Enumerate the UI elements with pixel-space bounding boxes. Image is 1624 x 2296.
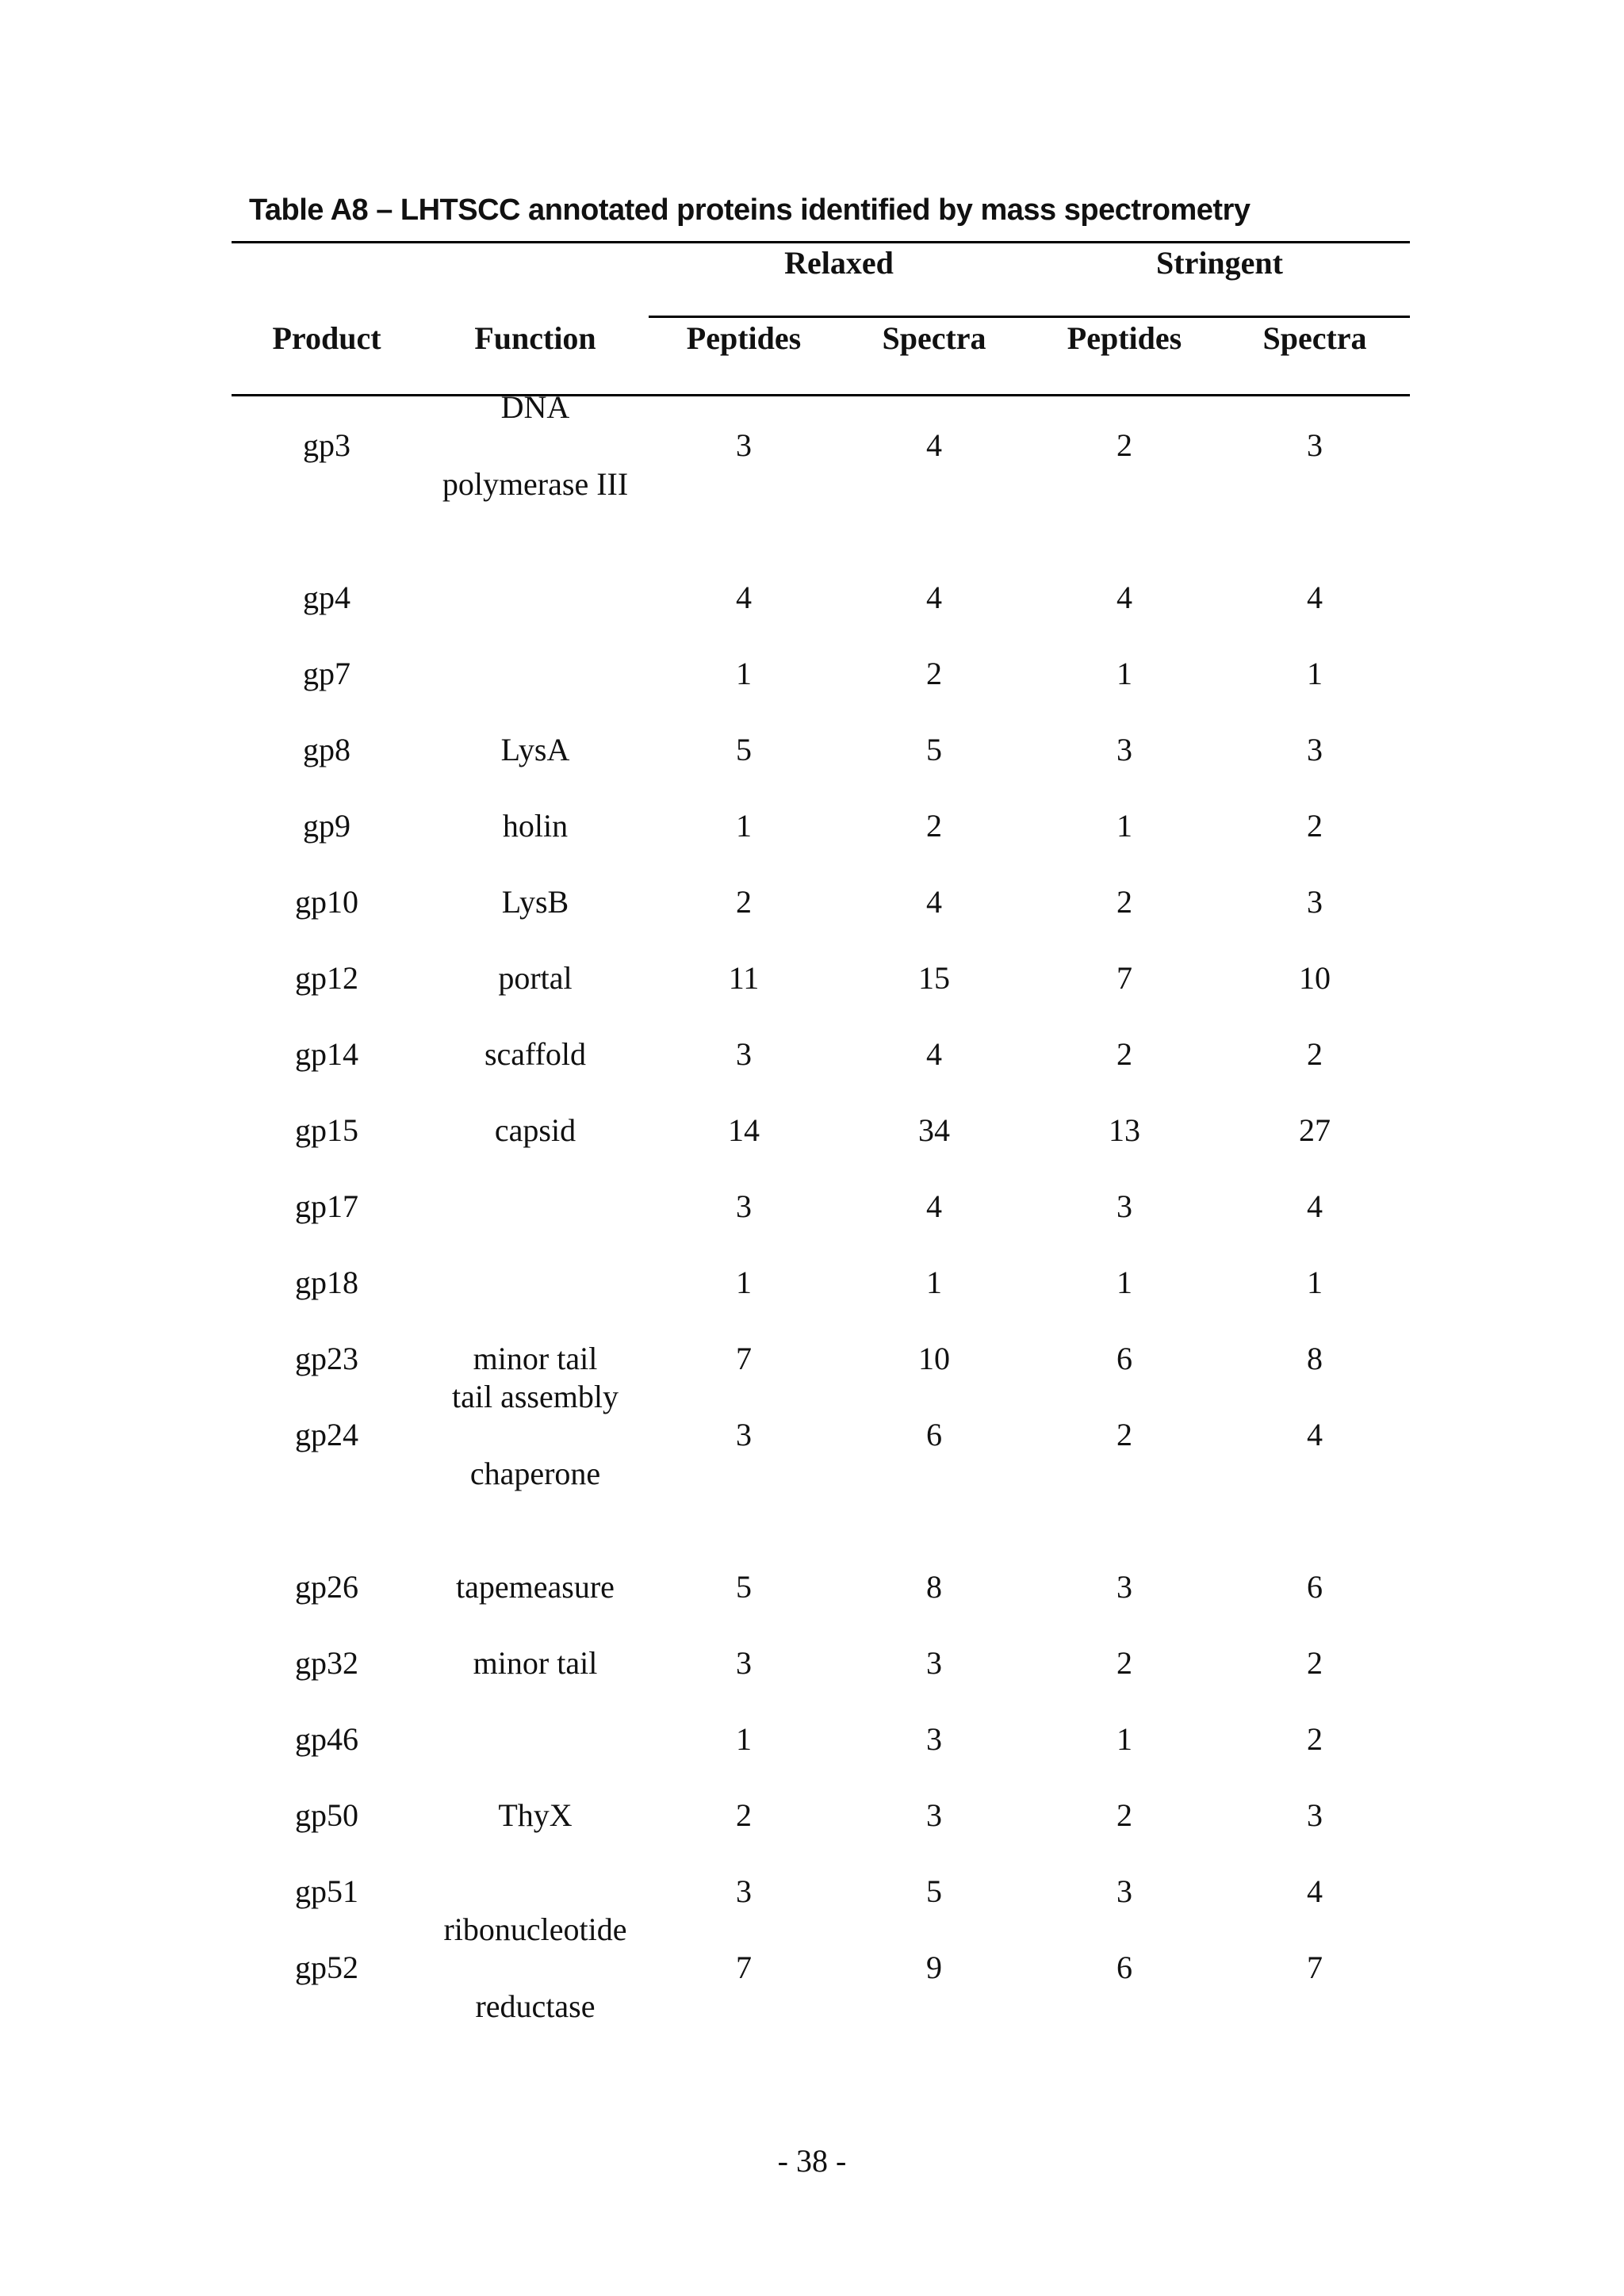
cell-relaxed-spectra: 2 xyxy=(926,808,942,844)
cell-stringent-peptides: 3 xyxy=(1116,1569,1132,1605)
cell-product: gp32 xyxy=(295,1645,358,1681)
function-line: tail assembly xyxy=(452,1379,619,1414)
page-number: - 38 - xyxy=(777,2143,847,2179)
column-header-relaxed-peptides: Peptides xyxy=(686,320,802,356)
function-line: minor tail xyxy=(473,1341,598,1376)
table-row xyxy=(232,1644,1410,1682)
cell-relaxed-spectra: 1 xyxy=(926,1265,942,1300)
cell-stringent-spectra: 3 xyxy=(1307,427,1323,463)
cell-function xyxy=(422,807,649,845)
cell-product: gp50 xyxy=(295,1797,358,1833)
cell-product: gp23 xyxy=(295,1341,358,1376)
table-row xyxy=(232,1035,1410,1073)
table-top-rule xyxy=(232,241,1410,243)
cell-stringent-spectra: 2 xyxy=(1307,1645,1323,1681)
cell-stringent-peptides: 1 xyxy=(1116,656,1132,691)
cell-relaxed-peptides: 4 xyxy=(736,580,752,615)
table-row xyxy=(232,959,1410,997)
column-header-relaxed-spectra: Spectra xyxy=(882,320,986,356)
cell-product: gp3 xyxy=(303,427,350,463)
cell-function xyxy=(422,388,649,503)
cell-relaxed-peptides: 7 xyxy=(736,1341,752,1376)
cell-stringent-spectra: 4 xyxy=(1307,1873,1323,1909)
function-line: scaffold xyxy=(484,1036,587,1072)
cell-product: gp51 xyxy=(295,1873,358,1909)
table-row xyxy=(232,655,1410,693)
cell-stringent-spectra: 2 xyxy=(1307,808,1323,844)
cell-relaxed-spectra: 15 xyxy=(918,960,950,996)
cell-product: gp10 xyxy=(295,884,358,920)
cell-relaxed-spectra: 4 xyxy=(926,427,942,463)
column-header-stringent-peptides: Peptides xyxy=(1067,320,1182,356)
cell-stringent-peptides: 2 xyxy=(1116,1797,1132,1833)
table-row xyxy=(232,1112,1410,1150)
function-line: DNA xyxy=(500,389,570,425)
table-row xyxy=(232,1340,1410,1378)
function-line: polymerase III xyxy=(442,466,629,502)
cell-stringent-spectra: 3 xyxy=(1307,732,1323,767)
cell-stringent-spectra: 1 xyxy=(1307,656,1323,691)
table-row xyxy=(232,1568,1410,1606)
cell-relaxed-peptides: 14 xyxy=(728,1112,760,1148)
cell-stringent-peptides: 2 xyxy=(1116,1417,1132,1452)
cell-relaxed-peptides: 3 xyxy=(736,427,752,463)
cell-product: gp15 xyxy=(295,1112,358,1148)
cell-function xyxy=(422,1378,649,1492)
table-row xyxy=(232,807,1410,845)
cell-stringent-peptides: 1 xyxy=(1116,1721,1132,1757)
cell-relaxed-spectra: 8 xyxy=(926,1569,942,1605)
cell-stringent-peptides: 2 xyxy=(1116,1036,1132,1072)
function-line: ribonucleotide xyxy=(443,1911,627,1947)
function-line: chaperone xyxy=(469,1456,601,1491)
cell-product: gp46 xyxy=(295,1721,358,1757)
table-row xyxy=(232,388,1410,503)
cell-stringent-peptides: 6 xyxy=(1116,1950,1132,1985)
cell-stringent-spectra: 3 xyxy=(1307,884,1323,920)
function-line: reductase xyxy=(475,1988,596,2024)
cell-stringent-peptides: 2 xyxy=(1116,427,1132,463)
cell-stringent-spectra: 2 xyxy=(1307,1721,1323,1757)
cell-stringent-peptides: 3 xyxy=(1116,732,1132,767)
function-line: LysA xyxy=(500,732,570,767)
cell-relaxed-spectra: 5 xyxy=(926,732,942,767)
cell-relaxed-peptides: 3 xyxy=(736,1036,752,1072)
cell-relaxed-spectra: 4 xyxy=(926,580,942,615)
cell-stringent-spectra: 2 xyxy=(1307,1036,1323,1072)
cell-relaxed-peptides: 3 xyxy=(736,1188,752,1224)
cell-stringent-peptides: 1 xyxy=(1116,808,1132,844)
cell-relaxed-peptides: 3 xyxy=(736,1645,752,1681)
cell-stringent-spectra: 1 xyxy=(1307,1265,1323,1300)
cell-relaxed-peptides: 2 xyxy=(736,1797,752,1833)
cell-relaxed-peptides: 2 xyxy=(736,884,752,920)
cell-stringent-peptides: 13 xyxy=(1109,1112,1140,1148)
table-row xyxy=(232,883,1410,921)
function-line: LysB xyxy=(501,884,569,920)
cell-relaxed-peptides: 1 xyxy=(736,1265,752,1300)
cell-relaxed-peptides: 5 xyxy=(736,732,752,767)
cell-stringent-spectra: 4 xyxy=(1307,1417,1323,1452)
group-header-rule xyxy=(649,316,1410,318)
table-caption: Table A8 – LHTSCC annotated proteins identified by mass spectrometry xyxy=(249,193,1251,227)
table-row xyxy=(232,1188,1410,1226)
cell-function xyxy=(422,1035,649,1073)
table-row xyxy=(232,1264,1410,1302)
cell-relaxed-spectra: 34 xyxy=(918,1112,950,1148)
cell-stringent-peptides: 6 xyxy=(1116,1341,1132,1376)
cell-stringent-peptides: 4 xyxy=(1116,580,1132,615)
cell-function xyxy=(422,655,649,693)
group-header-stringent: Stringent xyxy=(1156,245,1283,281)
cell-relaxed-peptides: 1 xyxy=(736,1721,752,1757)
cell-function xyxy=(422,883,649,921)
table-row xyxy=(232,1873,1410,1911)
cell-relaxed-peptides: 3 xyxy=(736,1873,752,1909)
column-header-function: Function xyxy=(474,320,596,356)
table-row xyxy=(232,1797,1410,1835)
cell-relaxed-spectra: 4 xyxy=(926,1036,942,1072)
function-line: ThyX xyxy=(498,1797,573,1833)
column-header-product: Product xyxy=(272,320,381,356)
table-row xyxy=(232,1378,1410,1492)
cell-stringent-spectra: 3 xyxy=(1307,1797,1323,1833)
table-row xyxy=(232,1911,1410,2025)
cell-function xyxy=(422,959,649,997)
cell-stringent-spectra: 27 xyxy=(1299,1112,1331,1148)
cell-stringent-spectra: 8 xyxy=(1307,1341,1323,1376)
cell-function xyxy=(422,1873,649,1911)
cell-relaxed-spectra: 5 xyxy=(926,1873,942,1909)
function-line: capsid xyxy=(494,1112,576,1148)
cell-stringent-peptides: 2 xyxy=(1116,1645,1132,1681)
cell-relaxed-spectra: 9 xyxy=(926,1950,942,1985)
cell-product: gp14 xyxy=(295,1036,358,1072)
cell-stringent-peptides: 3 xyxy=(1116,1188,1132,1224)
function-line: tapemeasure xyxy=(456,1569,615,1605)
cell-function xyxy=(422,1340,649,1378)
cell-product: gp18 xyxy=(295,1265,358,1300)
cell-relaxed-spectra: 3 xyxy=(926,1721,942,1757)
cell-function xyxy=(422,1264,649,1302)
cell-product: gp9 xyxy=(303,808,350,844)
cell-stringent-spectra: 4 xyxy=(1307,1188,1323,1224)
cell-relaxed-peptides: 7 xyxy=(736,1950,752,1985)
cell-product: gp24 xyxy=(295,1417,358,1452)
cell-stringent-peptides: 1 xyxy=(1116,1265,1132,1300)
cell-relaxed-peptides: 3 xyxy=(736,1417,752,1452)
table-row xyxy=(232,731,1410,769)
cell-stringent-spectra: 4 xyxy=(1307,580,1323,615)
cell-relaxed-peptides: 1 xyxy=(736,656,752,691)
cell-function xyxy=(422,731,649,769)
cell-relaxed-spectra: 4 xyxy=(926,1188,942,1224)
cell-function xyxy=(422,1644,649,1682)
cell-relaxed-spectra: 3 xyxy=(926,1797,942,1833)
function-line: minor tail xyxy=(473,1645,598,1681)
cell-function xyxy=(422,1797,649,1835)
cell-product: gp26 xyxy=(295,1569,358,1605)
cell-stringent-spectra: 6 xyxy=(1307,1569,1323,1605)
cell-relaxed-spectra: 4 xyxy=(926,884,942,920)
cell-function xyxy=(422,579,649,617)
cell-product: gp4 xyxy=(303,580,350,615)
cell-product: gp12 xyxy=(295,960,358,996)
cell-product: gp52 xyxy=(295,1950,358,1985)
cell-stringent-spectra: 10 xyxy=(1299,960,1331,996)
function-line: portal xyxy=(498,960,573,996)
cell-product: gp17 xyxy=(295,1188,358,1224)
cell-relaxed-spectra: 10 xyxy=(918,1341,950,1376)
group-header-relaxed: Relaxed xyxy=(784,245,894,281)
cell-relaxed-spectra: 6 xyxy=(926,1417,942,1452)
cell-function xyxy=(422,1188,649,1226)
cell-relaxed-peptides: 1 xyxy=(736,808,752,844)
column-header-stringent-spectra: Spectra xyxy=(1262,320,1367,356)
cell-product: gp8 xyxy=(303,732,350,767)
cell-stringent-spectra: 7 xyxy=(1307,1950,1323,1985)
function-line: holin xyxy=(502,808,569,844)
cell-stringent-peptides: 7 xyxy=(1116,960,1132,996)
cell-stringent-peptides: 3 xyxy=(1116,1873,1132,1909)
cell-relaxed-spectra: 3 xyxy=(926,1645,942,1681)
cell-function xyxy=(422,1568,649,1606)
cell-relaxed-peptides: 5 xyxy=(736,1569,752,1605)
cell-stringent-peptides: 2 xyxy=(1116,884,1132,920)
cell-relaxed-spectra: 2 xyxy=(926,656,942,691)
cell-product: gp7 xyxy=(303,656,350,691)
table-row xyxy=(232,1720,1410,1758)
cell-function xyxy=(422,1112,649,1150)
cell-relaxed-peptides: 11 xyxy=(728,960,760,996)
table-row xyxy=(232,579,1410,617)
cell-function xyxy=(422,1911,649,2025)
cell-function xyxy=(422,1720,649,1758)
